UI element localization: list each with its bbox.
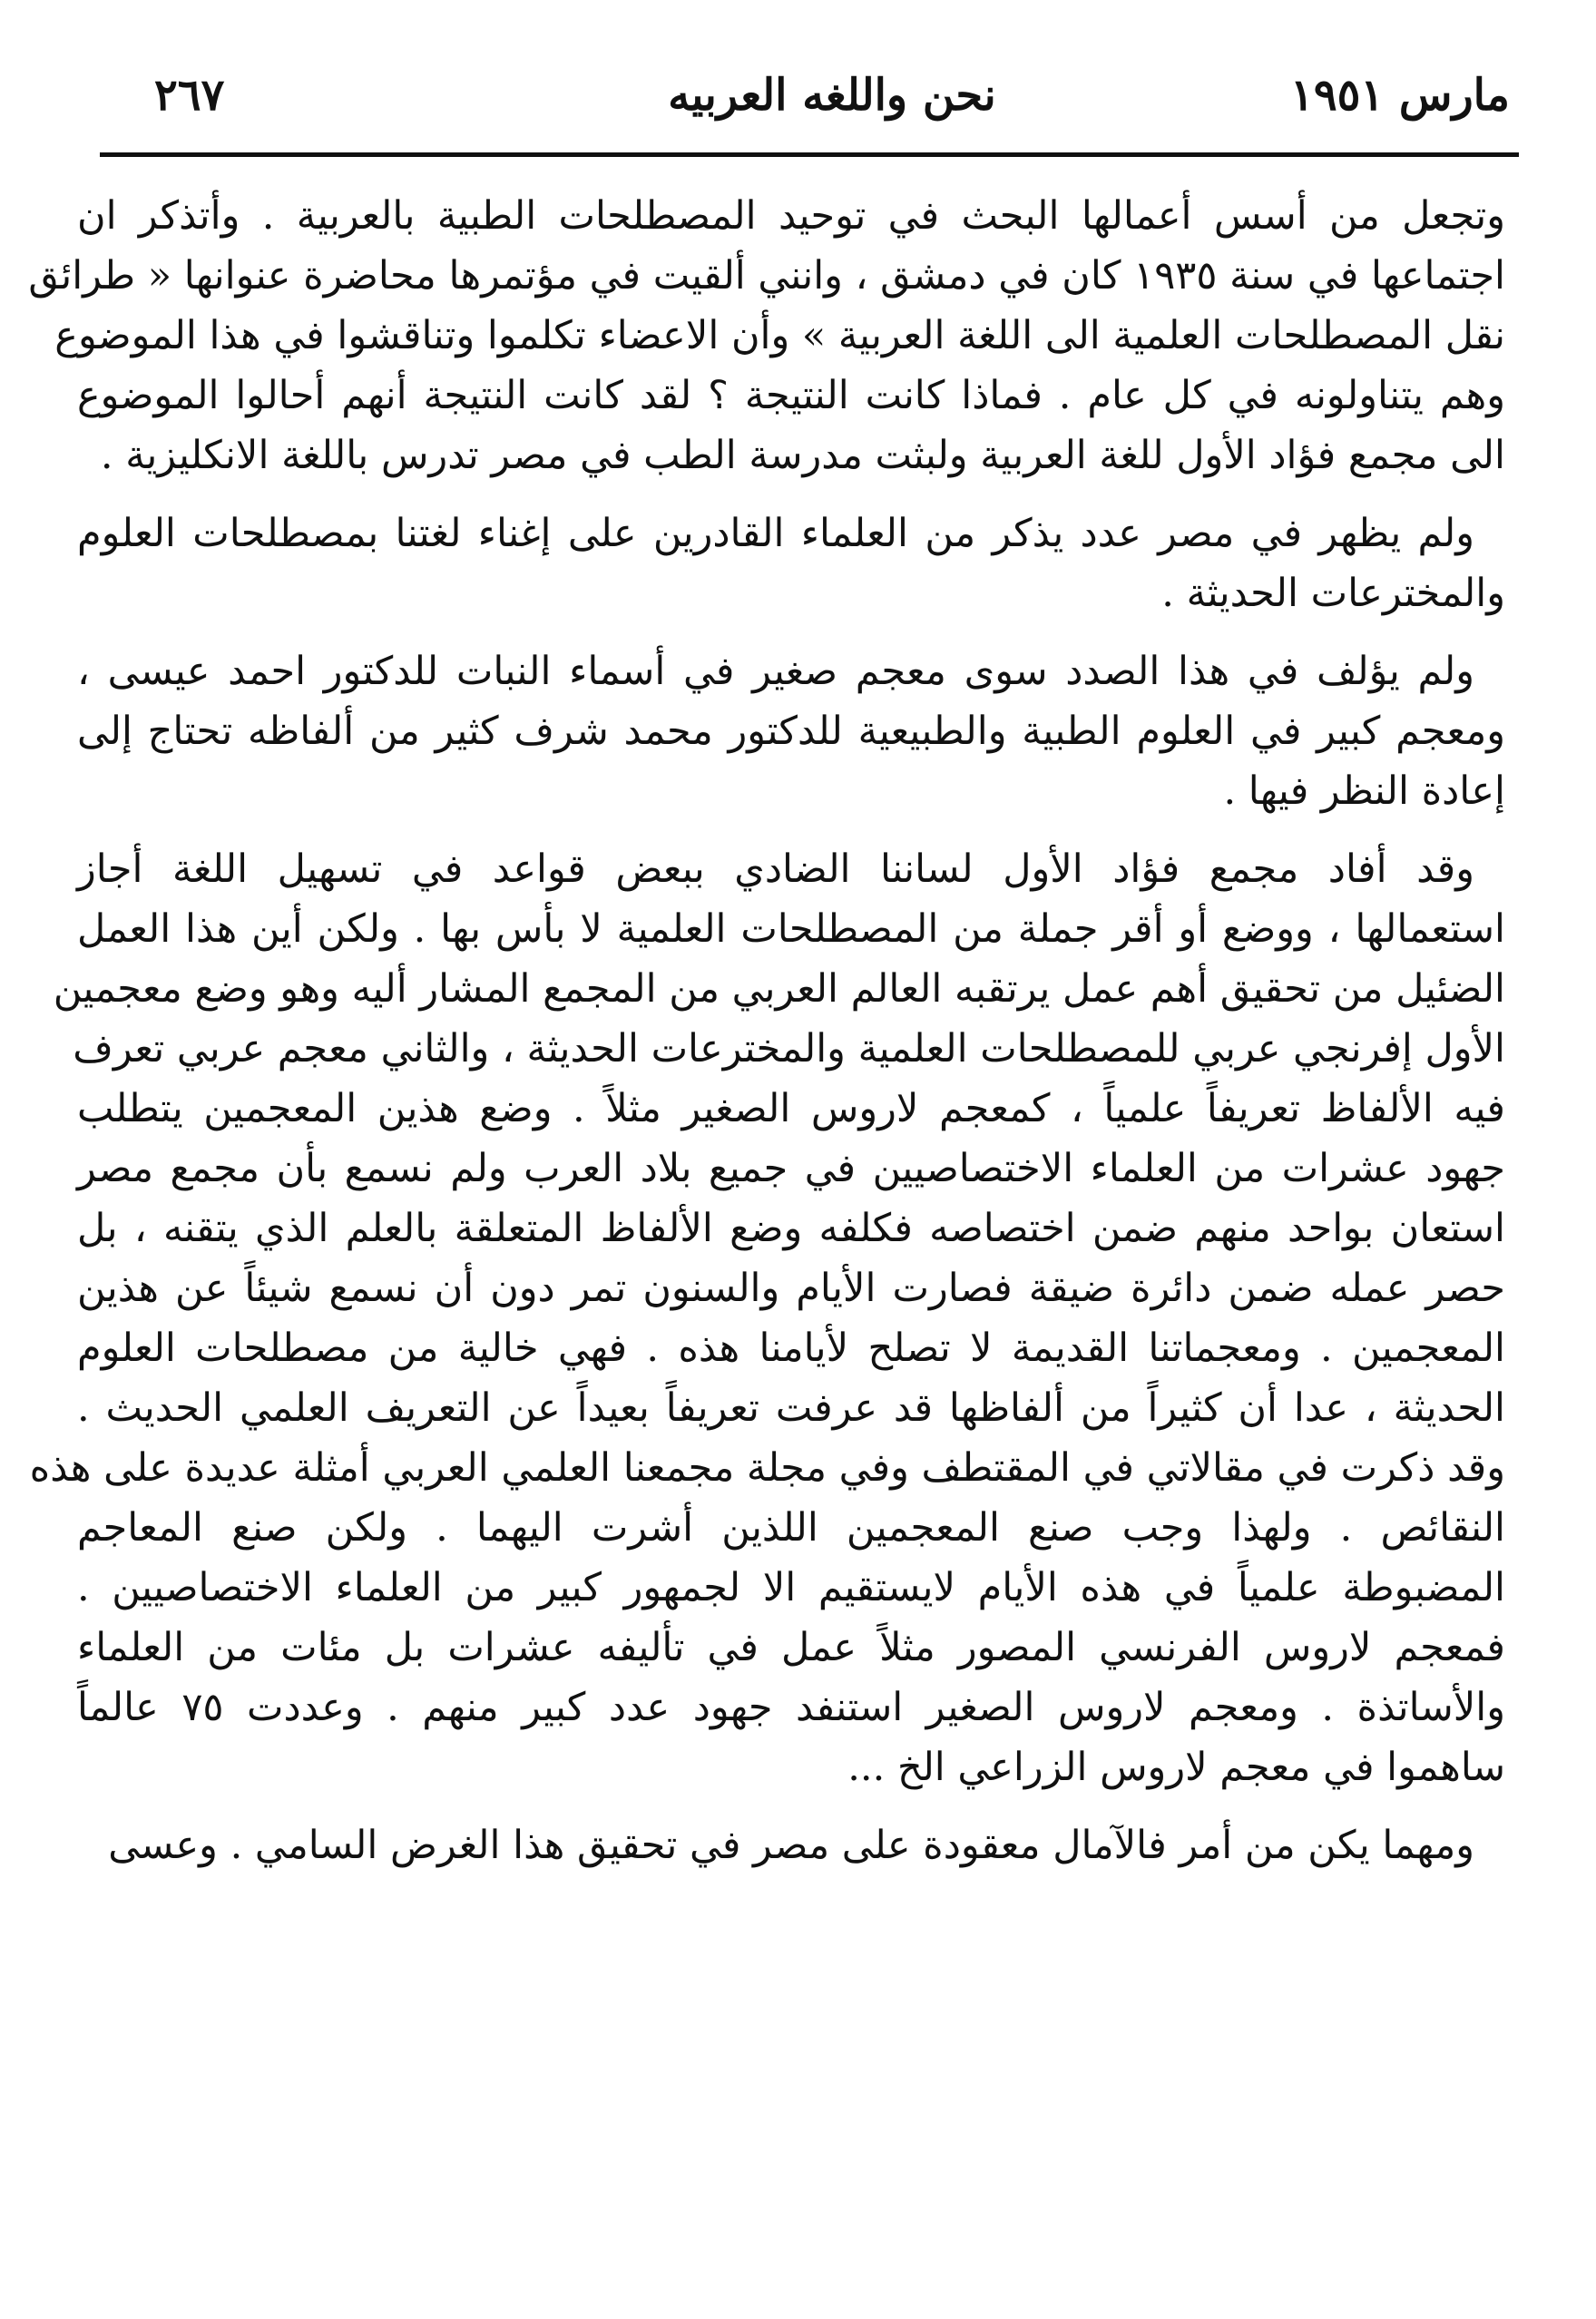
text-line: ومهما يكن من أمر فالآمال معقودة على مصر في تحقيق هذا الغرض السامي . وعسى xyxy=(108,1823,1474,1868)
text-line: والمخترعات الحديثة . xyxy=(1161,571,1505,616)
text-line: والأساتذة . ومعجم لاروس الصغير استنفد جهود عدد كبير منهم . وعددت ٧٥ عالماً xyxy=(77,1685,1505,1730)
text-line: جهود عشرات من العلماء الاختصاصيين في جميع بلاد العرب ولم نسمع بأن مجمع مصر xyxy=(77,1146,1505,1191)
text-line: استعان بواحد منهم ضمن اختصاصه فكلفه وضع الألفاظ المتعلقة بالعلم الذي يتقنه ، بل xyxy=(77,1206,1505,1251)
issue-date: مارس ١٩٥١ xyxy=(1290,70,1510,121)
text-line: نقل المصطلحات العلمية الى اللغة العربية » وأن الاعضاء تكلموا وتناقشوا في هذا الموضوع xyxy=(54,313,1505,358)
article-body xyxy=(28,186,1505,2283)
text-line: استعمالها ، ووضع أو أقر جملة من المصطلحات العلمية لا بأس بها . ولكن أين هذا العمل xyxy=(77,906,1505,952)
text-line: ولم يؤلف في هذا الصدد سوى معجم صغير في أسماء النبات للدكتور احمد عيسى ، xyxy=(77,649,1474,694)
page-number: ٢٦٧ xyxy=(154,70,225,121)
header-rule xyxy=(100,152,1519,157)
text-line: الأول إفرنجي عربي للمصطلحات العلمية والمخترعات الحديثة ، والثاني معجم عربي تعرف xyxy=(73,1026,1505,1071)
text-line: فيه الألفاظ تعريفاً علمياً ، كمعجم لاروس الصغير مثلاً . وضع هذين المعجمين يتطلب xyxy=(77,1086,1505,1131)
paragraph xyxy=(77,504,1505,623)
text-line: ساهموا في معجم لاروس الزراعي الخ ... xyxy=(847,1745,1505,1790)
text-line: حصر عمله ضمن دائرة ضيقة فصارت الأيام والسنون تمر دون أن نسمع شيئاً عن هذين xyxy=(77,1266,1505,1311)
paragraph xyxy=(28,186,1505,485)
text-line: ومعجم كبير في العلوم الطبية والطبيعية للدكتور محمد شرف كثير من ألفاظه تحتاج إلى xyxy=(77,709,1505,754)
text-line: وهم يتناولونه في كل عام . فماذا كانت النتيجة ؟ لقد كانت النتيجة أنهم أحالوا الموضوع xyxy=(77,373,1505,418)
paragraph xyxy=(29,839,1505,1797)
paragraph xyxy=(77,641,1505,821)
text-line: اجتماعها في سنة ١٩٣٥ كان في دمشق ، وانني ألقيت في مؤتمرها محاضرة عنوانها « طرائق xyxy=(28,253,1505,298)
text-line: الضئيل من تحقيق أهم عمل يرتقبه العالم العربي من المجمع المشار أليه وهو وضع معجمين xyxy=(53,966,1505,1012)
article-title: نحن واللغه العربيه xyxy=(668,70,996,121)
text-line: وقد أفاد مجمع فؤاد الأول لساننا الضادي ببعض قواعد في تسهيل اللغة أجاز xyxy=(77,846,1474,892)
text-line: وتجعل من أسس أعمالها البحث في توحيد المصطلحات الطبية بالعربية . وأتذكر ان xyxy=(77,193,1505,239)
text-line: الى مجمع فؤاد الأول للغة العربية ولبثت مدرسة الطب في مصر تدرس باللغة الانكليزية . xyxy=(100,433,1505,478)
paragraph xyxy=(77,1815,1505,1875)
text-line: الحديثة ، عدا أن كثيراً من ألفاظها قد عرفت تعريفاً بعيداً عن التعريف العلمي الحديث . xyxy=(77,1385,1505,1431)
text-line: المعجمين . ومعجماتنا القديمة لا تصلح لأيامنا هذه . فهي خالية من مصطلحات العلوم xyxy=(77,1326,1505,1371)
text-line: ولم يظهر في مصر عدد يذكر من العلماء القادرين على إغناء لغتنا بمصطلحات العلوم xyxy=(77,511,1474,556)
page-header xyxy=(154,54,1510,136)
text-line: فمعجم لاروس الفرنسي المصور مثلاً عمل في تأليفه عشرات بل مئات من العلماء xyxy=(77,1625,1505,1670)
text-line: النقائص . ولهذا وجب صنع المعجمين اللذين أشرت اليهما . ولكن صنع المعاجم xyxy=(77,1505,1505,1551)
text-line: المضبوطة علمياً في هذه الأيام لايستقيم الا لجمهور كبير من العلماء الاختصاصيين . xyxy=(77,1565,1505,1610)
text-line: إعادة النظر فيها . xyxy=(1223,768,1505,814)
text-line: وقد ذكرت في مقالاتي في المقتطف وفي مجلة مجمعنا العلمي العربي أمثلة عديدة على هذه xyxy=(29,1445,1505,1491)
